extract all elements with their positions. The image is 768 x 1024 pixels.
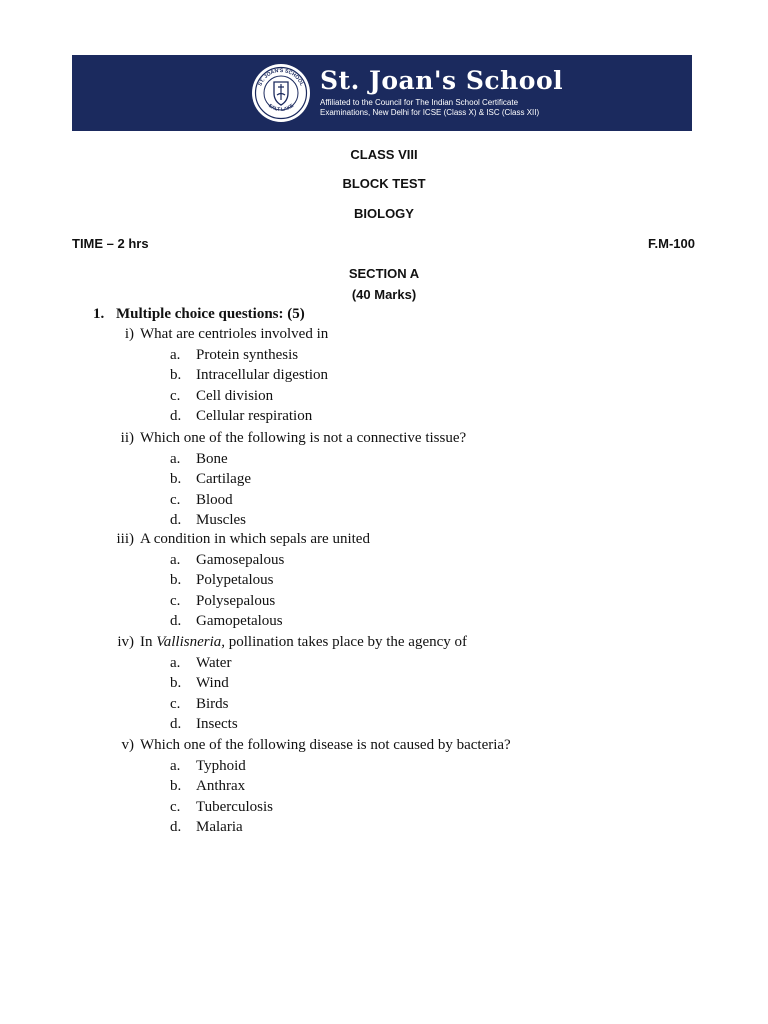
option-letter: b. <box>170 778 182 795</box>
option-text: Insects <box>196 716 238 733</box>
option-letter: d. <box>170 613 182 630</box>
item-number: v) <box>121 737 134 753</box>
option-letter: d. <box>170 819 182 836</box>
section-title: SECTION A <box>348 266 420 281</box>
school-name: St. Joan's School <box>320 66 564 95</box>
section-marks: (40 Marks) <box>351 287 417 302</box>
option-text: Protein synthesis <box>196 346 299 363</box>
answer-option <box>170 492 233 509</box>
option-text: Intracellular digestion <box>196 367 329 384</box>
item-number: iv) <box>117 634 134 650</box>
option-text: Gamosepalous <box>196 551 285 568</box>
answer-option <box>170 367 328 384</box>
option-text: Tuberculosis <box>196 798 273 815</box>
exam-subject: BIOLOGY <box>354 206 414 221</box>
option-letter: d. <box>170 512 182 529</box>
question-stem <box>94 634 467 651</box>
option-letter: c. <box>170 387 181 404</box>
answer-option <box>170 799 273 816</box>
option-letter: d. <box>170 408 182 425</box>
option-letter: c. <box>170 798 181 815</box>
answer-option <box>170 451 228 468</box>
answer-option <box>170 593 275 610</box>
option-letter: a. <box>170 450 181 467</box>
option-letter: c. <box>170 491 181 508</box>
question-stem <box>94 430 466 447</box>
option-letter: b. <box>170 471 182 488</box>
option-letter: c. <box>170 592 181 609</box>
option-text: Typhoid <box>196 757 246 774</box>
answer-option <box>170 675 229 692</box>
item-number: iii) <box>116 531 134 547</box>
option-text: Polysepalous <box>196 592 276 609</box>
question-number: 1. <box>93 306 105 322</box>
stem-text: A condition in which sepals are united <box>140 531 370 547</box>
option-text: Bone <box>196 450 228 467</box>
stem-text: Which one of the following is not a connective tissue? <box>140 430 467 446</box>
answer-option <box>170 408 312 425</box>
answer-option <box>170 471 251 488</box>
option-letter: b. <box>170 572 182 589</box>
answer-option <box>170 572 274 589</box>
option-text: Blood <box>196 491 233 508</box>
option-text: Polypetalous <box>196 572 274 589</box>
option-letter: a. <box>170 757 181 774</box>
seal-text-top: ST. JOAN'S SCHOOL <box>257 67 305 87</box>
answer-option <box>170 655 231 672</box>
option-text: Wind <box>196 675 229 692</box>
item-number: i) <box>124 326 134 342</box>
answer-option <box>170 388 273 405</box>
option-letter: a. <box>170 654 181 671</box>
stem-text: Which one of the following disease is not caused by bacteria? <box>140 737 511 753</box>
answer-option <box>170 819 243 836</box>
option-text: Cartilage <box>196 471 251 488</box>
option-letter: c. <box>170 695 181 712</box>
answer-option <box>170 696 229 713</box>
option-text: Cellular respiration <box>196 408 313 425</box>
answer-option <box>170 778 245 795</box>
question-stem <box>94 737 511 754</box>
question-stem <box>94 326 328 343</box>
school-seal-icon <box>250 62 312 124</box>
item-number: ii) <box>120 430 134 446</box>
option-text: Cell division <box>196 387 274 404</box>
answer-option <box>170 716 238 733</box>
school-affiliation <box>320 98 539 118</box>
exam-full-marks: F.M-100 <box>648 236 695 251</box>
option-text: Birds <box>196 695 229 712</box>
exam-class: CLASS VIII <box>350 147 418 162</box>
seal-text-bottom: SALT LAKE <box>267 102 295 113</box>
stem-text: In <box>140 634 157 650</box>
exam-time: TIME – 2 hrs <box>72 236 149 251</box>
option-letter: b. <box>170 367 182 384</box>
stem-text: What are centrioles involved in <box>140 326 329 342</box>
answer-option <box>170 758 246 775</box>
option-letter: b. <box>170 675 182 692</box>
school-banner <box>72 55 692 131</box>
stem-text-continued: pollination takes place by the agency of <box>225 634 468 650</box>
option-letter: a. <box>170 551 181 568</box>
affiliation-line-1: Affiliated to the Council for The Indian School Certificate <box>320 98 519 107</box>
answer-option <box>170 552 284 569</box>
answer-option <box>170 347 298 364</box>
option-text: Gamopetalous <box>196 613 283 630</box>
answer-option <box>170 613 283 630</box>
option-letter: d. <box>170 716 182 733</box>
option-text: Malaria <box>196 819 243 836</box>
affiliation-line-2: Examinations, New Delhi for ICSE (Class X) & ISC (Class XII) <box>320 108 540 117</box>
option-letter: a. <box>170 346 181 363</box>
question-title <box>93 306 305 323</box>
option-text: Water <box>196 654 232 671</box>
stem-italic-text: Vallisneria, <box>156 634 226 650</box>
answer-option <box>170 512 246 529</box>
option-text: Muscles <box>196 512 246 529</box>
question-title-text: Multiple choice questions: (5) <box>116 306 305 322</box>
exam-test-name: BLOCK TEST <box>342 176 426 191</box>
question-stem <box>94 531 370 548</box>
option-text: Anthrax <box>196 778 246 795</box>
